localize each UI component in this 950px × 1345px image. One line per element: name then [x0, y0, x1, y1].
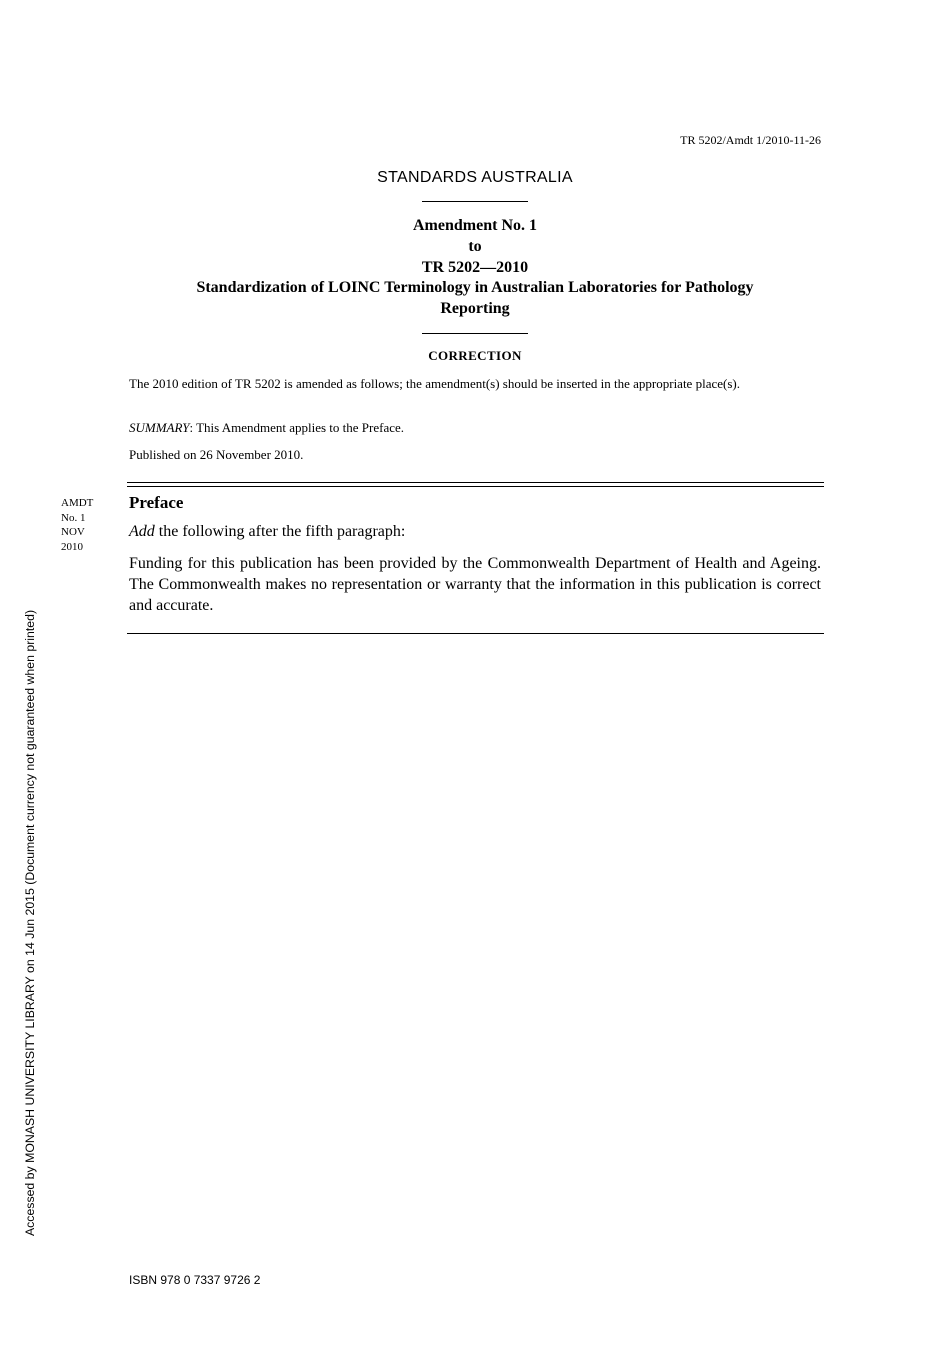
summary-label: SUMMARY [129, 420, 190, 435]
amendment-title-block [120, 216, 830, 320]
preface-heading: Preface [129, 493, 184, 512]
standard-name-line2: Reporting [440, 300, 510, 318]
standard-name-line1: Standardization of LOINC Terminology in Australian Laboratories for Pathology [196, 279, 754, 297]
correction-heading: CORRECTION [428, 348, 522, 363]
published-date: Published on 26 November 2010. [129, 447, 304, 462]
amendment-instruction [129, 523, 405, 541]
summary-text: : This Amendment applies to the Preface. [189, 420, 405, 435]
standard-number: TR 5202—2010 [421, 258, 529, 276]
access-stamp-text: Accessed by MONASH UNIVERSITY LIBRARY on 14 Jun 2015 (Document currency not guaranteed when printed) [23, 609, 37, 1237]
instruction-text: the following after the fifth paragraph: [154, 523, 406, 540]
title-bottom-divider [422, 333, 528, 334]
funding-paragraph: Funding for this publication has been provided by the Commonwealth Department of Health and Ageing. The Commonwealth makes no representation or warranty that the information in this publication is correct and accurate. [129, 555, 821, 614]
amdt-note-line3: NOV [61, 526, 85, 538]
amendment-intro-text: The 2010 edition of TR 5202 is amended as follows; the amendment(s) should be inserted in the appropriate place(s). [129, 376, 740, 391]
amdt-note-line2: No. 1 [61, 511, 86, 524]
section-bottom-divider [127, 633, 824, 634]
title-connector: to [468, 237, 482, 255]
title-top-divider [422, 201, 528, 202]
amdt-note-line1: AMDT [61, 497, 94, 509]
instruction-verb: Add [129, 523, 155, 540]
summary-line [129, 420, 821, 436]
document-reference: TR 5202/Amdt 1/2010-11-26 [680, 133, 821, 147]
amendment-number: Amendment No. 1 [413, 217, 537, 234]
section-double-divider [127, 482, 824, 487]
isbn-footer: ISBN 978 0 7337 9726 2 [129, 1273, 261, 1287]
organisation-name: STANDARDS AUSTRALIA [377, 169, 573, 186]
amendment-margin-note [61, 496, 93, 554]
amdt-note-line4: 2010 [61, 540, 83, 553]
